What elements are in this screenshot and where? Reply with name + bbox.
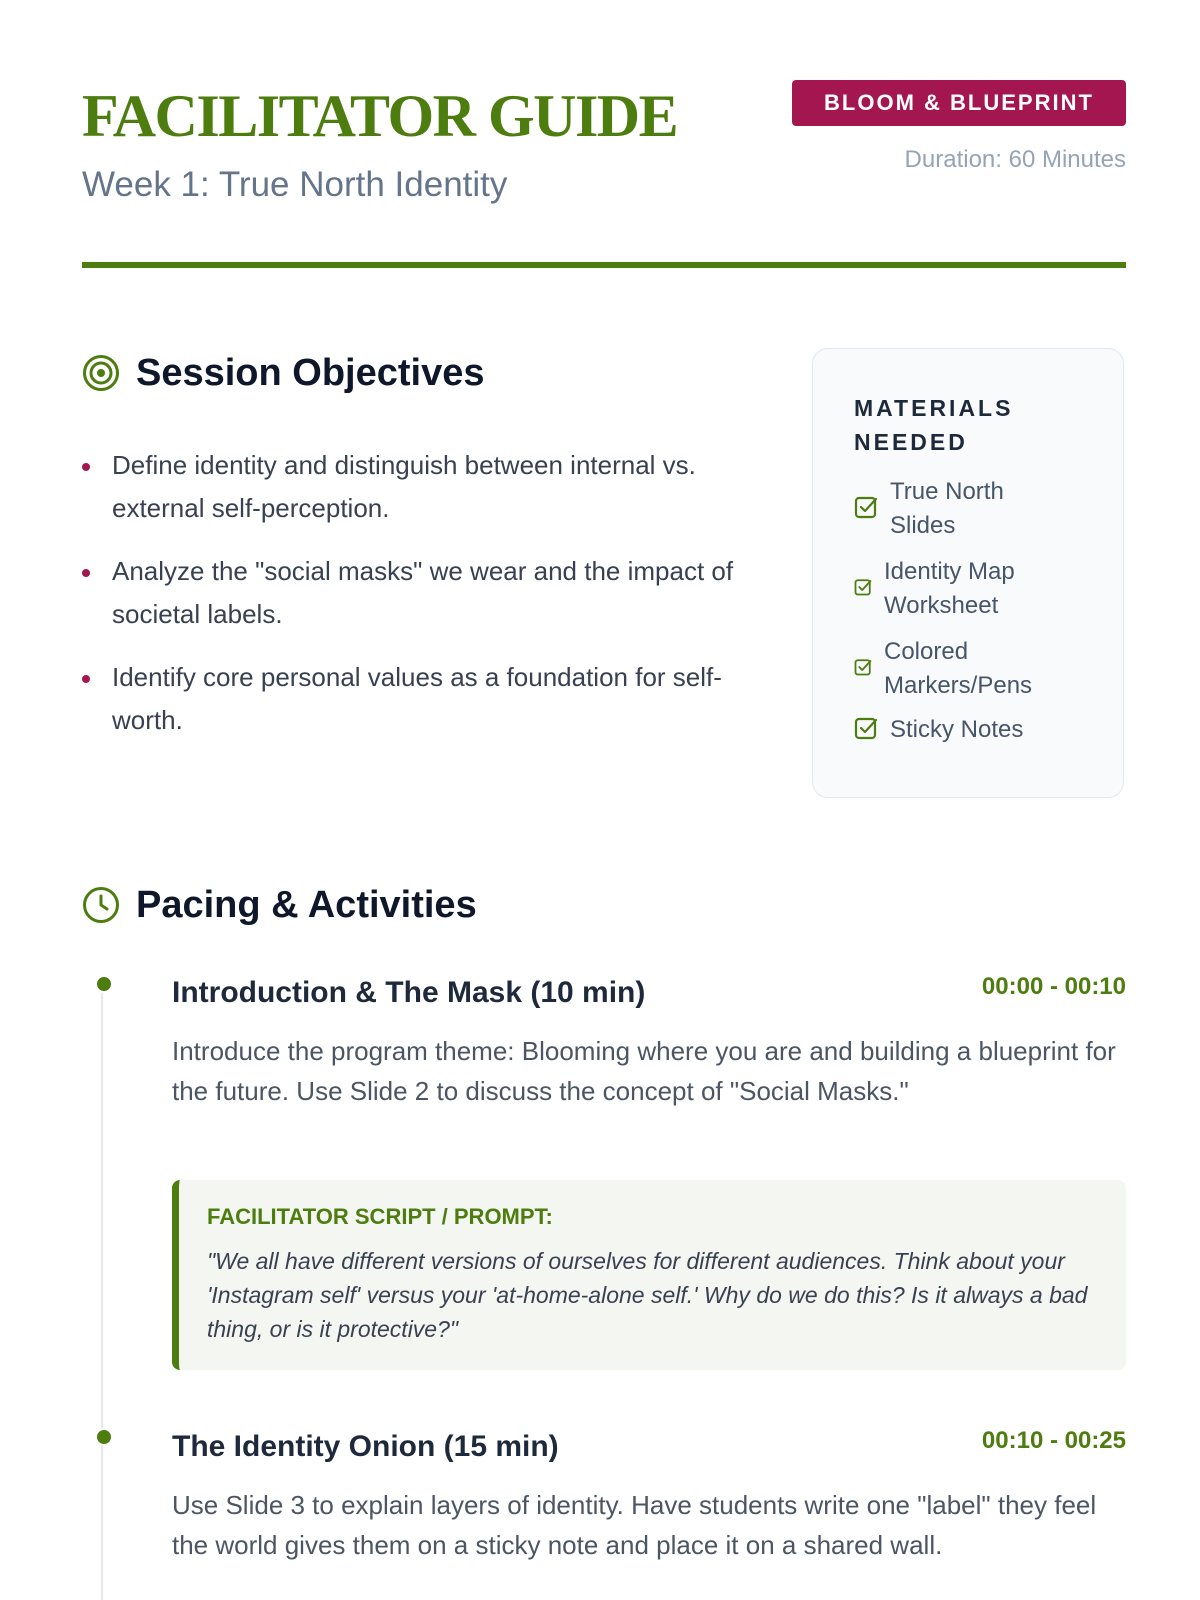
- bullet-dot: [82, 463, 90, 471]
- checkbox-icon: [854, 716, 878, 745]
- pacing-heading-row: [82, 886, 477, 924]
- script-label: FACILITATOR SCRIPT / PROMPT:: [207, 1204, 553, 1229]
- activity-time: 00:10 - 00:25: [981, 1427, 1126, 1454]
- header-divider: [82, 262, 1126, 268]
- clock-icon: [82, 886, 120, 924]
- page-title: FACILITATOR GUIDE: [82, 83, 678, 149]
- page-subtitle: Week 1: True North Identity: [82, 165, 508, 204]
- facilitator-script-box: [172, 1180, 1126, 1370]
- materials-card: [812, 348, 1124, 798]
- bullet-dot: [82, 569, 90, 577]
- pacing-heading: Pacing & Activities: [136, 884, 477, 926]
- objective-item: [82, 444, 782, 530]
- material-item: [854, 475, 1034, 543]
- materials-heading: MATERIALS NEEDED: [854, 395, 1014, 455]
- material-item: [854, 555, 1054, 623]
- material-label: Colored Markers/Pens: [884, 638, 1033, 699]
- checkbox-icon: [854, 578, 872, 601]
- objective-text: Identify core personal values as a foundation for self-worth.: [112, 662, 722, 735]
- session-duration: Duration: 60 Minutes: [904, 146, 1126, 173]
- activity-title: Introduction & The Mask (10 min): [172, 976, 646, 1009]
- objective-item: [82, 550, 782, 636]
- checkbox-icon: [854, 495, 878, 524]
- activity-time: 00:00 - 00:10: [981, 973, 1126, 1000]
- script-text: "We all have different versions of ourselves for different audiences. Think about your 'Instagram self' versus your 'at-home-alone self.' Why do we do this? Is it always a bad thing, or is it protective?": [207, 1248, 1088, 1342]
- objectives-list: [82, 444, 782, 762]
- material-item: [854, 713, 1023, 747]
- objectives-heading: Session Objectives: [136, 352, 485, 394]
- activity-description: Use Slide 3 to explain layers of identity. Have students write one "label" they feel the world gives them on a sticky note and place it on a shared wall.: [172, 1490, 1097, 1560]
- target-icon: [82, 354, 120, 392]
- material-item: [854, 635, 1054, 703]
- timeline-dot: [95, 1428, 113, 1446]
- timeline-line: [101, 988, 103, 1600]
- activity-description: Introduce the program theme: Blooming where you are and building a blueprint for the future. Use Slide 2 to discuss the concept of "Social Masks.": [172, 1036, 1116, 1106]
- material-label: Identity Map Worksheet: [884, 558, 1015, 619]
- checkbox-icon: [854, 658, 872, 681]
- objective-item: [82, 656, 782, 742]
- objective-text: Define identity and distinguish between internal vs. external self-perception.: [112, 450, 696, 523]
- brand-badge: BLOOM & BLUEPRINT: [792, 80, 1126, 126]
- material-label: True North Slides: [890, 478, 1004, 539]
- timeline-dot: [95, 975, 113, 993]
- activity-title: The Identity Onion (15 min): [172, 1430, 559, 1463]
- objective-text: Analyze the "social masks" we wear and the impact of societal labels.: [112, 556, 734, 629]
- bullet-dot: [82, 675, 90, 683]
- objectives-heading-row: [82, 354, 485, 392]
- material-label: Sticky Notes: [890, 716, 1024, 743]
- facilitator-guide-page: [82, 0, 1126, 1600]
